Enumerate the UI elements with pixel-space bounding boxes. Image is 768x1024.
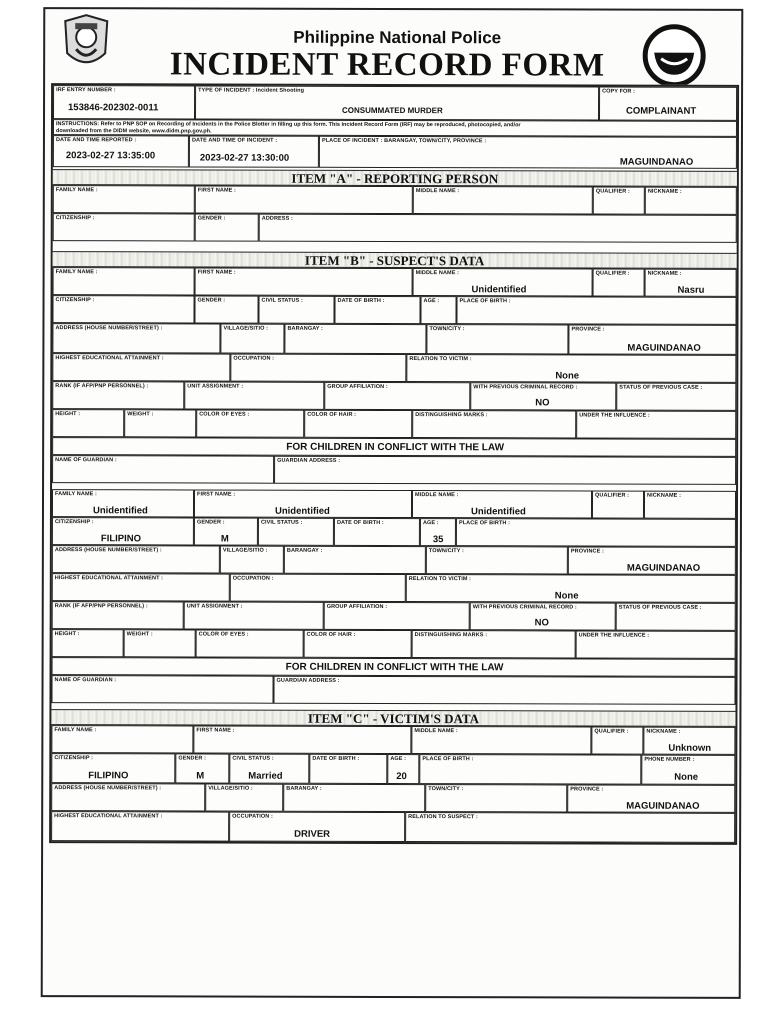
b1-middle-name-value: Unidentified xyxy=(471,284,527,296)
b1-citizenship xyxy=(52,295,194,323)
b2-children-title: FOR CHILDREN IN CONFLICT WITH THE LAW xyxy=(285,661,504,674)
b1-rank xyxy=(52,381,184,409)
b1-civil-status xyxy=(258,296,334,324)
b1-age xyxy=(420,296,456,324)
c-first-name xyxy=(193,725,411,754)
a-citizenship-label: CITIZENSHIP : xyxy=(55,215,95,222)
item-c-header xyxy=(51,709,735,727)
c-gender xyxy=(175,753,229,783)
b2-village-label: VILLAGE/SITIO : xyxy=(222,547,268,554)
b2-marks-label: DISTINGUISHING MARKS : xyxy=(414,632,488,639)
item-c-title: ITEM "C" - VICTIM'S DATA xyxy=(307,710,480,727)
irf-entry-label: IRF ENTRY NUMBER : xyxy=(56,87,116,94)
c-occupation xyxy=(229,812,405,842)
b2-prev-status-label: STATUS OF PREVIOUS CASE : xyxy=(618,604,702,611)
c-phone xyxy=(641,755,735,785)
c-town xyxy=(425,784,567,812)
a-qualifier xyxy=(593,187,645,215)
c-civil-status-label: CIVIL STATUS : xyxy=(232,755,274,762)
b1-village xyxy=(220,324,284,354)
c-age-label: AGE : xyxy=(390,755,407,763)
b1-prev-record-label: WITH PREVIOUS CRIMINAL RECORD : xyxy=(473,384,578,391)
b1-province-label: PROVINCE : xyxy=(571,326,605,333)
c-relation-suspect xyxy=(405,812,735,843)
c-phone-value: None xyxy=(674,771,699,783)
b2-citizenship-value: FILIPINO xyxy=(100,533,142,545)
b2-education-label: HIGHEST EDUCATIONAL ATTAINMENT : xyxy=(54,575,164,582)
b1-marks xyxy=(412,410,576,438)
b2-civil-status xyxy=(258,518,334,546)
irf-entry-cell xyxy=(53,85,195,119)
b1-relation-victim xyxy=(406,354,736,383)
c-pob xyxy=(419,754,641,785)
b2-first-name-value: Unidentified xyxy=(274,505,330,517)
b1-height xyxy=(52,409,124,437)
b2-barangay-label: BARANGAY : xyxy=(286,547,323,554)
b2-dob-label: DATE OF BIRTH : xyxy=(336,519,384,526)
b1-prev-status xyxy=(616,383,736,411)
b1-unit-label: UNIT ASSIGNMENT : xyxy=(187,383,244,390)
c-gender-label: GENDER : xyxy=(178,755,207,762)
b2-group xyxy=(324,602,470,630)
b1-pob-label: PLACE OF BIRTH : xyxy=(459,298,511,305)
b2-height-label: HEIGHT : xyxy=(54,631,80,638)
b2-eyes xyxy=(196,629,304,657)
b1-rank-label: RANK (IF AFP/PNP PERSONNEL) : xyxy=(55,383,149,390)
instructions-cell xyxy=(53,119,737,137)
b2-weight xyxy=(124,629,196,657)
b1-eyes-label: COLOR OF EYES : xyxy=(199,411,250,418)
b1-citizenship-label: CITIZENSHIP : xyxy=(55,297,95,304)
b1-first-name-label: FIRST NAME : xyxy=(197,269,236,276)
a-address-label: ADDRESS : xyxy=(261,215,293,222)
a-first-name-label: FIRST NAME : xyxy=(197,187,236,194)
c-gender-value: M xyxy=(196,770,205,782)
c-age xyxy=(387,754,419,784)
b2-influence-label: UNDER THE INFLUENCE : xyxy=(578,632,650,639)
b1-middle-name xyxy=(413,268,593,296)
c-citizenship-value: FILIPINO xyxy=(88,770,129,782)
b2-first-name-label: FIRST NAME : xyxy=(197,491,236,498)
b1-guardian-address xyxy=(274,456,736,485)
form-grid xyxy=(49,83,739,845)
b1-occupation xyxy=(230,354,406,382)
c-pob-label: PLACE OF BIRTH : xyxy=(422,756,474,763)
b2-age-label: AGE : xyxy=(422,520,439,527)
b1-group xyxy=(324,382,470,410)
c-town-label: TOWN/CITY : xyxy=(428,786,464,793)
b2-town xyxy=(426,546,568,574)
c-civil-status xyxy=(229,754,309,784)
b2-barangay xyxy=(284,546,426,574)
c-province xyxy=(567,784,735,812)
incident-type-cell xyxy=(195,85,599,120)
b2-nickname-label: NICKNAME : xyxy=(647,492,682,499)
b1-group-label: GROUP AFFILIATION : xyxy=(327,383,388,390)
date-incident-value: 2023-02-27 13:30:00 xyxy=(199,152,290,164)
a-nickname xyxy=(645,187,737,215)
b2-unit xyxy=(184,601,324,629)
c-address-house-label: ADDRESS (HOUSE NUMBER/STREET) : xyxy=(54,785,162,792)
a-gender xyxy=(195,213,259,241)
b2-height xyxy=(52,629,124,657)
b1-town-label: TOWN/CITY : xyxy=(429,326,465,333)
c-nickname xyxy=(643,727,735,755)
c-occupation-value: DRIVER xyxy=(294,828,331,840)
b2-rank xyxy=(52,601,184,629)
b1-influence xyxy=(576,410,736,438)
date-reported-label: DATE AND TIME REPORTED : xyxy=(55,137,137,144)
c-address-house xyxy=(51,783,205,811)
b1-village-label: VILLAGE/SITIO : xyxy=(223,325,269,332)
b2-marks xyxy=(412,630,576,658)
a-citizenship xyxy=(53,213,195,241)
c-occupation-label: OCCUPATION : xyxy=(232,813,273,820)
b1-marks-label: DISTINGUISHING MARKS : xyxy=(415,412,488,419)
c-civil-status-value: Married xyxy=(248,770,283,782)
b2-education xyxy=(52,573,230,601)
b2-rank-label: RANK (IF AFP/PNP PERSONNEL) : xyxy=(54,603,148,610)
item-a-header xyxy=(53,169,737,187)
b2-qualifier xyxy=(592,491,644,519)
b1-eyes xyxy=(196,409,304,437)
b1-prev-record-value: NO xyxy=(535,397,550,409)
c-village-label: VILLAGE/SITIO : xyxy=(208,785,253,792)
b2-citizenship-label: CITIZENSHIP : xyxy=(54,519,94,526)
b1-barangay xyxy=(284,324,426,354)
a-middle-name xyxy=(413,186,593,214)
c-citizenship-label: CITIZENSHIP : xyxy=(54,755,94,762)
c-dob xyxy=(309,754,387,784)
b1-gender-label: GENDER : xyxy=(197,297,226,304)
b2-qualifier-label: QUALIFIER : xyxy=(595,492,630,499)
b1-age-label: AGE : xyxy=(423,298,440,305)
c-family-name-label: FAMILY NAME : xyxy=(54,727,97,734)
place-incident-label: PLACE OF INCIDENT : BARANGAY, TOWN/CITY, PROVINCE : xyxy=(321,137,487,145)
b1-guardian-address-label: GUARDIAN ADDRESS : xyxy=(277,457,341,464)
c-family-name xyxy=(51,725,193,753)
b2-guardian-address-label: GUARDIAN ADDRESS : xyxy=(276,677,340,684)
copy-for-value: COMPLAINANT xyxy=(626,105,697,117)
b2-family-name-value: Unidentified xyxy=(92,505,148,517)
b2-guardian-name xyxy=(51,675,273,704)
b1-unit xyxy=(184,381,324,409)
b1-dob xyxy=(334,296,420,324)
b2-province-value: MAGUINDANAO xyxy=(626,562,701,574)
b2-pob xyxy=(456,518,736,547)
item-b-title: ITEM "B" - SUSPECT'S DATA xyxy=(304,252,485,269)
b2-gender-label: GENDER : xyxy=(196,519,225,526)
b1-weight-label: WEIGHT : xyxy=(127,411,154,418)
b2-gender xyxy=(194,517,258,545)
c-education-label: HIGHEST EDUCATIONAL ATTAINMENT : xyxy=(54,813,163,820)
date-reported-cell xyxy=(53,135,189,167)
date-reported-value: 2023-02-27 13:35:00 xyxy=(65,150,156,162)
b2-prev-status xyxy=(616,603,736,631)
b2-family-name xyxy=(52,489,194,517)
c-nickname-value: Unknown xyxy=(668,742,712,754)
b2-prev-record-value: NO xyxy=(534,617,549,629)
b2-occupation xyxy=(230,574,406,602)
b1-family-name xyxy=(53,267,195,295)
b1-middle-name-label: MIDDLE NAME : xyxy=(415,270,460,277)
a-qualifier-label: QUALIFIER : xyxy=(595,188,630,195)
b1-nickname-label: NICKNAME : xyxy=(647,270,682,277)
c-barangay xyxy=(283,784,425,812)
b2-occupation-label: OCCUPATION : xyxy=(232,575,274,582)
irf-entry-value: 153846-202302-0011 xyxy=(68,102,159,114)
a-gender-label: GENDER : xyxy=(197,215,226,222)
b2-middle-name-label: MIDDLE NAME : xyxy=(415,492,459,499)
c-province-value: MAGUINDANAO xyxy=(626,800,700,812)
b2-relation-victim-value: None xyxy=(554,590,579,602)
b2-children-header xyxy=(52,657,736,677)
c-dob-label: DATE OF BIRTH : xyxy=(312,755,360,762)
copy-for-label: COPY FOR : xyxy=(602,88,636,95)
b2-guardian-name-label: NAME OF GUARDIAN : xyxy=(54,677,117,684)
b2-nickname xyxy=(644,491,736,519)
b2-address-house xyxy=(52,545,220,573)
b1-dob-label: DATE OF BIRTH : xyxy=(337,297,385,304)
b1-children-title: FOR CHILDREN IN CONFLICT WITH THE LAW xyxy=(286,441,505,454)
c-age-value: 20 xyxy=(396,771,407,783)
b1-gender xyxy=(194,295,258,323)
instructions-line-2: downloaded from the DIDM website, www.didm.pnp.gov.ph. xyxy=(55,128,212,135)
b2-address-house-label: ADDRESS (HOUSE NUMBER/STREET) : xyxy=(54,547,162,554)
form-title: INCIDENT RECORD FORM xyxy=(169,46,605,84)
b2-influence xyxy=(576,630,736,658)
form-sheet xyxy=(41,7,744,999)
b2-weight-label: WEIGHT : xyxy=(126,631,153,638)
c-barangay-label: BARANGAY : xyxy=(286,785,322,792)
b2-group-label: GROUP AFFILIATION : xyxy=(326,603,388,610)
a-family-name-label: FAMILY NAME : xyxy=(55,187,98,194)
c-relation-suspect-label: RELATION TO SUSPECT : xyxy=(408,814,478,821)
a-first-name xyxy=(195,185,413,214)
b1-address-house-label: ADDRESS (HOUSE NUMBER/STREET) : xyxy=(55,325,163,332)
b2-town-label: TOWN/CITY : xyxy=(428,548,465,555)
b1-first-name xyxy=(195,267,413,296)
b2-guardian-address xyxy=(273,676,735,705)
b2-prev-record xyxy=(470,602,616,630)
incident-type-label: TYPE OF INCIDENT : Incident Shooting xyxy=(198,87,305,94)
c-qualifier-label: QUALIFIER : xyxy=(594,728,629,735)
b2-relation-victim-label: RELATION TO VICTIM : xyxy=(408,576,472,583)
b1-hair-label: COLOR OF HAIR : xyxy=(307,411,357,418)
c-qualifier xyxy=(591,727,643,755)
b1-address-house xyxy=(52,323,220,353)
b1-barangay-label: BARANGAY : xyxy=(287,325,324,332)
b1-height-label: HEIGHT : xyxy=(55,411,81,418)
c-first-name-label: FIRST NAME : xyxy=(196,727,235,734)
b1-relation-victim-value: None xyxy=(555,370,580,382)
item-a-title: ITEM "A" - REPORTING PERSON xyxy=(291,170,499,187)
b2-prev-record-label: WITH PREVIOUS CRIMINAL RECORD : xyxy=(472,604,577,611)
c-province-label: PROVINCE : xyxy=(570,786,604,793)
b1-weight xyxy=(124,409,196,437)
b2-middle-name-value: Unidentified xyxy=(470,506,526,518)
b2-relation-victim xyxy=(406,574,736,603)
place-incident-value: MAGUINDANAO xyxy=(619,156,694,168)
b2-province-label: PROVINCE : xyxy=(570,548,604,555)
b1-qualifier xyxy=(593,269,645,297)
b1-occupation-label: OCCUPATION : xyxy=(233,355,275,362)
b1-children-header xyxy=(52,437,736,457)
b2-age-value: 35 xyxy=(432,534,444,546)
b2-province xyxy=(568,546,736,574)
b2-civil-status-label: CIVIL STATUS : xyxy=(260,519,303,526)
instructions-line-1: INSTRUCTIONS: Refer to PNP SOP on Recording of Incidents in the Police Blotter in filling up this form. This Incident Record Form (IRF) may be reproduced, photocopied, and/or xyxy=(55,121,521,129)
b2-age xyxy=(420,518,456,546)
incident-type-value: CONSUMMATED MURDER xyxy=(342,105,443,116)
b1-prev-status-label: STATUS OF PREVIOUS CASE : xyxy=(619,384,703,391)
b2-citizenship xyxy=(52,517,194,545)
b2-gender-value: M xyxy=(220,533,229,545)
b2-eyes-label: COLOR OF EYES : xyxy=(198,631,249,638)
a-address xyxy=(259,214,737,243)
c-village xyxy=(205,784,283,812)
b1-town xyxy=(426,324,568,354)
b1-civil-status-label: CIVIL STATUS : xyxy=(261,297,303,304)
copy-for-cell xyxy=(599,87,737,121)
b1-family-name-label: FAMILY NAME : xyxy=(55,269,98,276)
date-incident-cell xyxy=(189,135,319,167)
b1-hair xyxy=(304,410,412,438)
b2-unit-label: UNIT ASSIGNMENT : xyxy=(186,603,243,610)
b1-influence-label: UNDER THE INFLUENCE : xyxy=(579,412,650,419)
b1-province xyxy=(568,324,736,354)
c-education xyxy=(51,811,229,841)
c-phone-label: PHONE NUMBER : xyxy=(644,756,695,763)
place-incident-cell xyxy=(319,136,737,169)
b2-hair xyxy=(304,630,412,658)
b1-relation-victim-label: RELATION TO VICTIM : xyxy=(409,356,472,363)
c-middle-name xyxy=(411,726,591,754)
c-citizenship xyxy=(51,753,175,783)
b1-education-label: HIGHEST EDUCATIONAL ATTAINMENT : xyxy=(55,355,164,362)
b2-first-name xyxy=(194,489,412,518)
b1-province-value: MAGUINDANAO xyxy=(627,342,701,354)
c-nickname-label: NICKNAME : xyxy=(646,728,681,735)
b2-village xyxy=(220,546,284,574)
b1-prev-record xyxy=(470,382,616,410)
b1-qualifier-label: QUALIFIER : xyxy=(595,270,630,277)
a-nickname-label: NICKNAME : xyxy=(647,188,682,195)
b2-middle-name xyxy=(412,490,592,518)
b1-guardian-name xyxy=(52,455,274,484)
a-middle-name-label: MIDDLE NAME : xyxy=(415,188,460,195)
date-incident-label: DATE AND TIME OF INCIDENT : xyxy=(191,137,278,144)
a-family-name xyxy=(53,185,195,213)
item-b-header xyxy=(53,251,737,269)
agency-name: Philippine National Police xyxy=(293,27,502,48)
b1-education xyxy=(52,353,230,381)
b2-hair-label: COLOR OF HAIR : xyxy=(306,631,356,638)
c-middle-name-label: MIDDLE NAME : xyxy=(414,728,458,735)
b1-guardian-name-label: NAME OF GUARDIAN : xyxy=(55,457,117,464)
b1-nickname-value: Nasru xyxy=(677,284,705,296)
b1-nickname xyxy=(645,269,737,297)
b2-pob-label: PLACE OF BIRTH : xyxy=(458,520,511,527)
b1-pob xyxy=(456,296,736,325)
b2-family-name-label: FAMILY NAME : xyxy=(55,491,97,498)
b2-dob xyxy=(334,518,420,546)
